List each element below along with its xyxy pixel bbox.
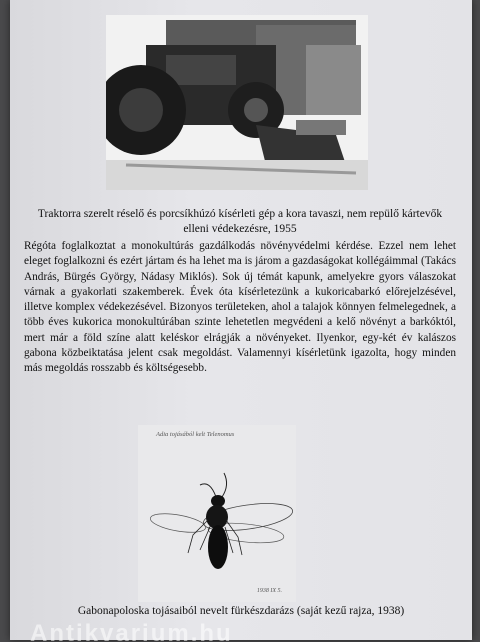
wasp-drawing bbox=[138, 425, 296, 602]
figure1-caption: Traktorra szerelt réselő és porcsíkhúzó kísérleti gép a kora tavaszi, nem repülő kártevők elleni védekezésre, 1955 bbox=[37, 208, 443, 235]
body-text bbox=[24, 239, 456, 377]
tractor-photo-drawing bbox=[106, 15, 368, 190]
book-page bbox=[10, 0, 472, 640]
body-paragraph: Régóta foglalkoztat a monokultúrás gazdálkodás növényvédelmi kérdése. Ezzel nem lehet eleget foglalkozni és ezért jártam és ha lehet ma is járom a gazdaságokat kollégáimmal (Takács András, Bürgés György, Nádasy Miklós). Sok új témát kapunk, amelyekre gyors válaszokat várnak a gyakorlati szakemberek. Évek óta kísérletezünk a kukoricabarkó előrejelzésével, illetve komplex védekezésével. Bizonyos területeken, ahol a talajok könnyen felmelegednek, a több éves kukorica monokultúrában szinte lehetetlen megvédeni a kelő növényt a barkóktól, mert már a föld színe alatt keléskor elrágják a növényeket. Ilyenkor, egy-két év kalászos gabona közbeiktatása jelent csak megoldást. Valamennyi kísérletünk igazolta, hogy minden más megoldás rosszabb és költségesebb. bbox=[24, 240, 456, 375]
watermark: Antikvarium.hu bbox=[30, 620, 233, 642]
wasp-illustration bbox=[138, 425, 296, 602]
tractor-photo bbox=[106, 15, 368, 190]
handwritten-date: 1938 IX 5. bbox=[256, 588, 282, 594]
figure2-caption: Gabonapoloska tojásaiból nevelt fürkészdarázs (saját kezű rajza, 1938) bbox=[77, 605, 405, 617]
handwritten-note: Adia tojásából kelt Telenomus bbox=[156, 431, 235, 438]
